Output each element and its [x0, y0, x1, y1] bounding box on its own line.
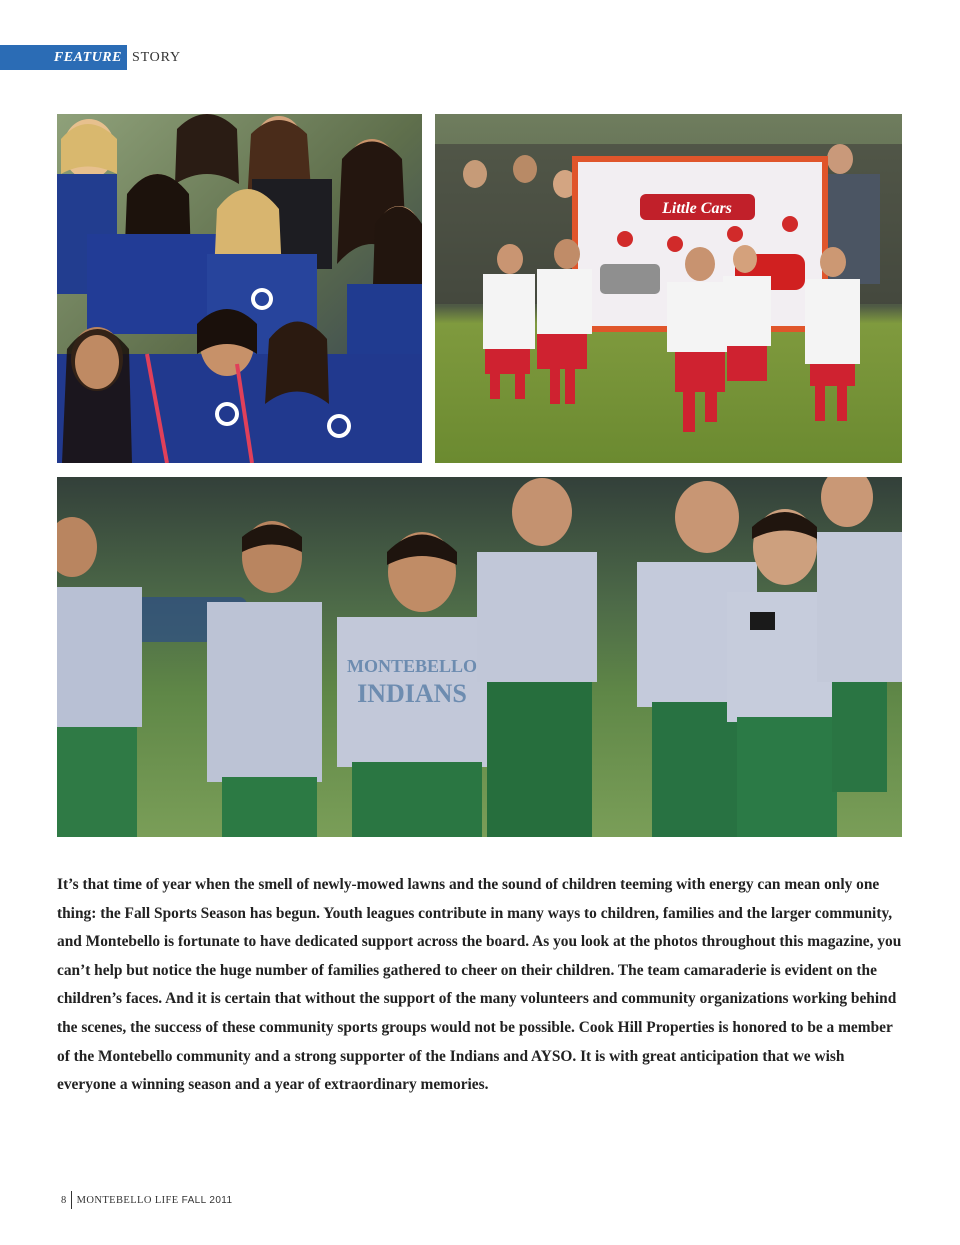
footer-divider — [71, 1191, 72, 1209]
section-header — [0, 45, 181, 70]
issue-label: FALL 2011 — [181, 1194, 233, 1206]
shirt-text: MONTEBELLO — [346, 656, 478, 676]
story-label: STORY — [132, 49, 181, 65]
page-number: 8 — [61, 1194, 67, 1206]
banner-title: Little Cars — [662, 200, 732, 217]
shirt-text-large: INDIANS — [357, 679, 467, 708]
magazine-name: MONTEBELLO LIFE — [76, 1194, 179, 1206]
photo-girls-team — [57, 114, 422, 463]
photo-boys-team — [57, 477, 902, 837]
feature-label: FEATURE — [0, 45, 127, 70]
photo-parade-banner — [435, 114, 902, 463]
page-footer — [61, 1190, 232, 1210]
article-body: It’s that time of year when the smell of newly-mowed lawns and the sound of children teeming with energy can mean only one thing: the Fall Sports Season has begun. Youth leagues contribute in many ways to children, families and the larger community, and Montebello is fortunate to have dedicated support across the board. As you look at the photos throughout this magazine, you can’t help but notice the huge number of families gathered to cheer on their children. The team camaraderie is evident on the children’s faces. And it is certain that without the support of the many volunteers and community organizations working behind the scenes, the success of these community sports groups would not be possible. Cook Hill Properties is honored to be a member of the Montebello community and a strong supporter of the Indians and AYSO. It is with great anticipation that we wish everyone a winning season and a year of extraordinary memories. — [57, 876, 902, 1094]
